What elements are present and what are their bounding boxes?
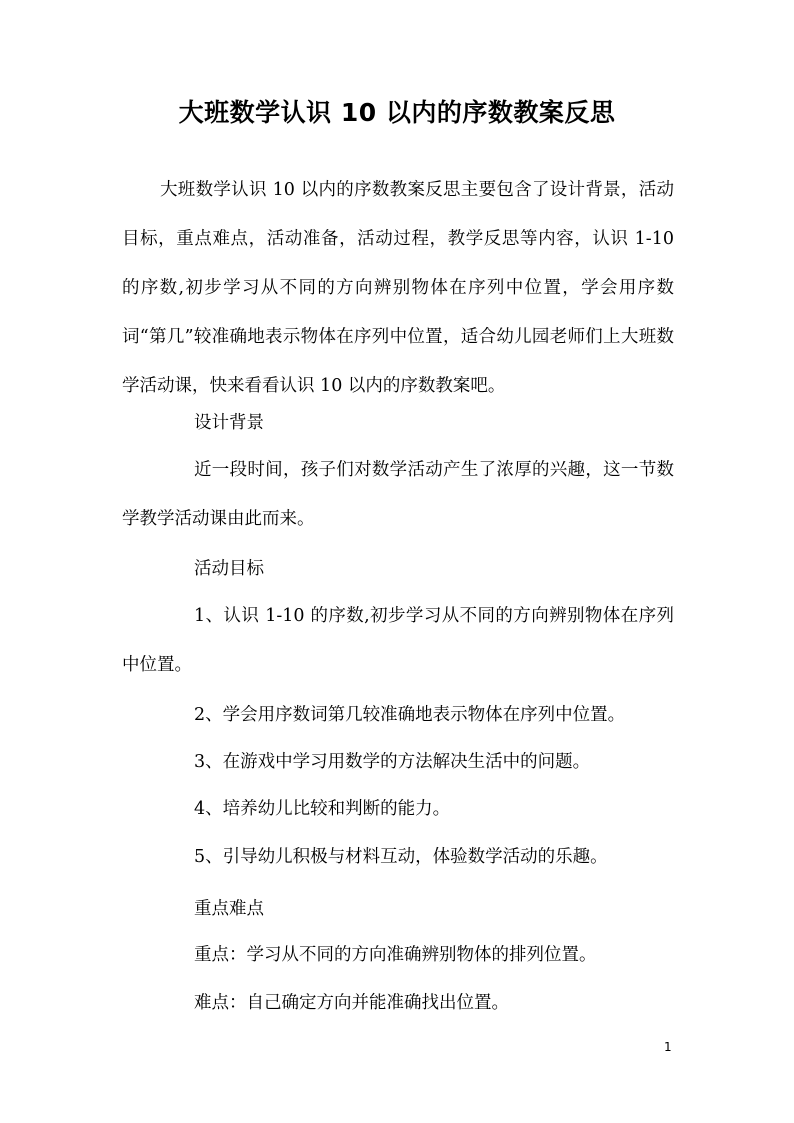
goal-item-1: 1、认识 1-10 的序数,初步学习从不同的方向辨别物体在序列中位置。: [122, 606, 674, 675]
goal-item-4: 4、培养幼儿比较和判断的能力。: [194, 799, 451, 819]
key-point: 重点：学习从不同的方向准确辨别物体的排列位置。: [194, 945, 597, 965]
goal-item-5: 5、引导幼儿积极与材料互动，体验数学活动的乐趣。: [194, 847, 608, 867]
page-number: 1: [664, 1040, 672, 1054]
section-heading-goals: 活动目标: [194, 559, 264, 579]
section-heading-background: 设计背景: [194, 413, 264, 433]
section-heading-key: 重点难点: [194, 899, 264, 919]
background-paragraph: 近一段时间，孩子们对数学活动产生了浓厚的兴趣，这一节数学教学活动课由此而来。: [122, 460, 674, 529]
document-title: 大班数学认识 10 以内的序数教案反思: [178, 98, 616, 127]
goal-item-2: 2、学会用序数词第几较准确地表示物体在序列中位置。: [194, 705, 626, 725]
goal-item-3: 3、在游戏中学习用数学的方法解决生活中的问题。: [194, 752, 591, 772]
intro-paragraph: 大班数学认识 10 以内的序数教案反思主要包含了设计背景，活动目标，重点难点，活动准备，活动过程，教学反思等内容，认识 1-10 的序数,初步学习从不同的方向辨别物体在序列中位置，学会用序数词“第几”较准确地表示物体在序列中位置，适合幼儿园老师们上大班数学活动课，快来看看认识 10 以内的序数教案吧。: [122, 180, 674, 396]
difficult-point: 难点：自己确定方向并能准确找出位置。: [194, 993, 509, 1013]
